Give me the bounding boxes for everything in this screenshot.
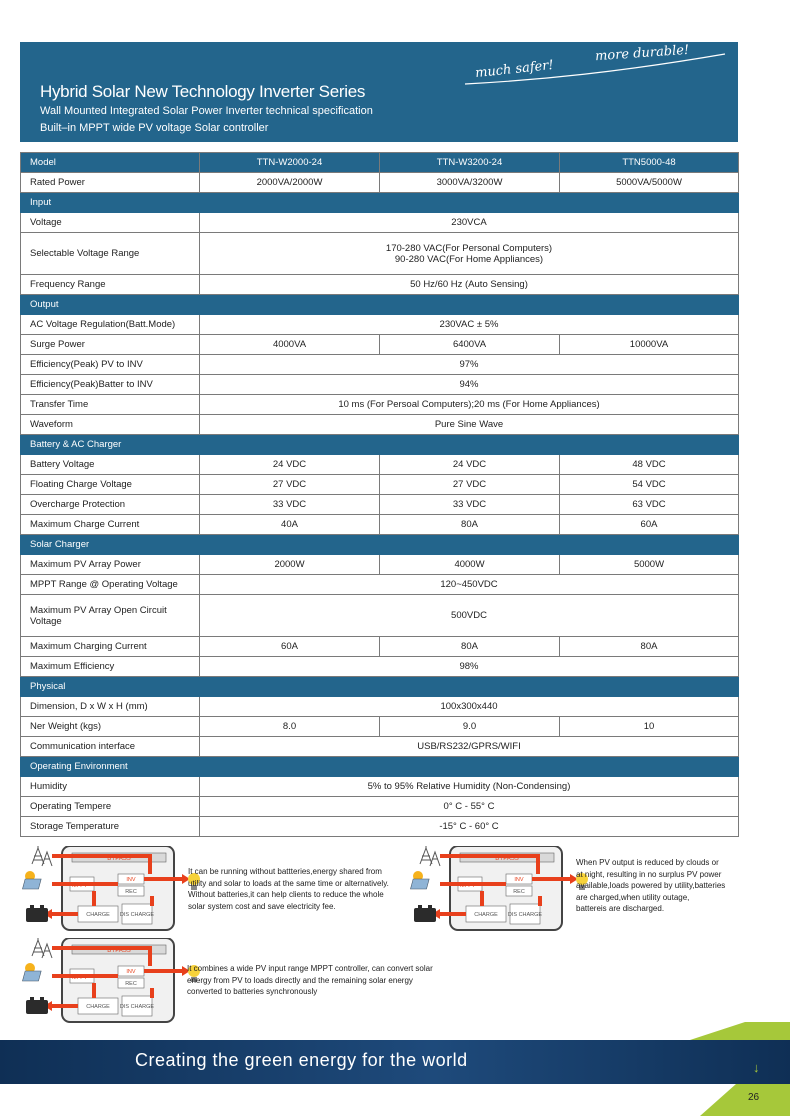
spec-row [21, 717, 739, 737]
spec-row [21, 335, 739, 355]
spec-value-line: 120~450VDC [440, 579, 498, 590]
section-header [21, 757, 739, 777]
spec-value-line: 0° C - 55° C [443, 801, 495, 812]
page-number-tab [700, 1084, 790, 1116]
spec-label: Maximum Efficiency [21, 657, 200, 677]
model-row [21, 153, 739, 173]
spec-value [200, 415, 739, 435]
charge-label: CHARGE [86, 912, 110, 918]
slogan-durable: more durable! [594, 42, 690, 65]
spec-label: Maximum PV Array Open Circuit Voltage [21, 595, 200, 637]
spec-row [21, 637, 739, 657]
section-header [21, 677, 739, 697]
inv-label: INV [514, 877, 524, 883]
spec-row [21, 415, 739, 435]
page-title: Hybrid Solar New Technology Inverter Series [40, 82, 366, 101]
discharge-label: DIS CHARGE [507, 912, 543, 918]
spec-value-line: -15° C - 60° C [439, 821, 499, 832]
mppt-label: MPPT [460, 883, 476, 889]
spec-label: Maximum Charging Current [21, 637, 200, 657]
mppt-label: MPPT [72, 883, 88, 889]
spec-value: 5000W [560, 555, 739, 575]
spec-value [200, 777, 739, 797]
spec-value [200, 213, 739, 233]
section-header [21, 193, 739, 213]
spec-row [21, 455, 739, 475]
rec-label: REC [125, 981, 137, 987]
spec-value-line: 97% [459, 359, 479, 370]
header-banner [20, 42, 738, 142]
spec-value: 60A [200, 637, 380, 657]
spec-label: Efficiency(Peak)Batter to INV [21, 375, 200, 395]
discharge-label: DIS CHARGE [119, 912, 155, 918]
spec-value-line: 100x300x440 [440, 701, 498, 712]
model-name: TTN-W3200-24 [380, 153, 560, 173]
spec-value: 27 VDC [380, 475, 560, 495]
spec-label: Ner Weight (kgs) [21, 717, 200, 737]
charge-label: CHARGE [474, 912, 498, 918]
discharge-label: DIS CHARGE [119, 1004, 155, 1010]
spec-row [21, 355, 739, 375]
spec-label: Dimension, D x W x H (mm) [21, 697, 200, 717]
mode-diagram-2 [410, 846, 590, 936]
section-header [21, 435, 739, 455]
footer-slogan: Creating the green energy for the world [135, 1050, 468, 1070]
spec-label: Transfer Time [21, 395, 200, 415]
spec-value [200, 797, 739, 817]
spec-value: 60A [560, 515, 739, 535]
diagram-1-description: It can be running without battteries,energy shared from utility and solar to loads at the same time or alternatively. Without batteries,it can help clients to reduce the whole solar system cost and save electricity fee. [188, 867, 389, 911]
spec-label: Storage Temperature [21, 817, 200, 837]
spec-value [200, 657, 739, 677]
section-title: Battery & AC Charger [21, 435, 739, 455]
spec-value [200, 737, 739, 757]
spec-value-line: 98% [459, 661, 479, 672]
model-name: TTN5000-48 [560, 153, 739, 173]
bypass-label: BYPASS [107, 948, 131, 954]
spec-value [200, 233, 739, 275]
spec-value [200, 595, 739, 637]
inv-label: INV [126, 969, 136, 975]
model-name: TTN-W2000-24 [200, 153, 380, 173]
model-label: Model [21, 153, 200, 173]
spec-row [21, 315, 739, 335]
spec-value: 2000VA/2000W [200, 173, 380, 193]
mode-diagram-1 [22, 846, 202, 936]
green-corner-decoration [690, 1022, 790, 1040]
spec-row [21, 737, 739, 757]
spec-row [21, 173, 739, 193]
spec-label: Rated Power [21, 173, 200, 193]
spec-row [21, 697, 739, 717]
bypass-label: BYPASS [107, 856, 131, 862]
spec-value: 80A [380, 515, 560, 535]
page-subtitle: Wall Mounted Integrated Solar Power Inverter technical specification [40, 105, 373, 117]
spec-label: Efficiency(Peak) PV to INV [21, 355, 200, 375]
spec-value-line: 10 ms (For Persoal Computers);20 ms (For Home Appliances) [338, 399, 600, 410]
spec-value [200, 275, 739, 295]
spec-value-line: 5% to 95% Relative Humidity (Non-Condensing) [367, 781, 571, 792]
section-header [21, 535, 739, 555]
spec-row [21, 275, 739, 295]
spec-value: 80A [560, 637, 739, 657]
section-title: Input [21, 193, 739, 213]
section-title: Output [21, 295, 739, 315]
spec-value [200, 375, 739, 395]
spec-label: MPPT Range @ Operating Voltage [21, 575, 200, 595]
spec-row [21, 395, 739, 415]
page-subtitle-2: Built–in MPPT wide PV voltage Solar controller [40, 122, 269, 134]
spec-value-line: 500VDC [451, 610, 487, 621]
spec-value [200, 817, 739, 837]
spec-label: Selectable Voltage Range [21, 233, 200, 275]
spec-label: Overcharge Protection [21, 495, 200, 515]
spec-label: Battery Voltage [21, 455, 200, 475]
spec-label: Maximum Charge Current [21, 515, 200, 535]
spec-label: Operating Tempere [21, 797, 200, 817]
spec-value-line: 230VCA [451, 217, 487, 228]
spec-value: 33 VDC [380, 495, 560, 515]
section-title: Operating Environment [21, 757, 739, 777]
spec-label: Maximum PV Array Power [21, 555, 200, 575]
bypass-label: BYPASS [495, 856, 519, 862]
spec-label: Humidity [21, 777, 200, 797]
spec-value: 6400VA [380, 335, 560, 355]
spec-label: Frequency Range [21, 275, 200, 295]
spec-value [200, 395, 739, 415]
section-header [21, 295, 739, 315]
spec-value: 10 [560, 717, 739, 737]
spec-row [21, 213, 739, 233]
spec-value-line: 170-280 VAC(For Personal Computers) [385, 242, 553, 254]
spec-row [21, 797, 739, 817]
spec-value: 2000W [200, 555, 380, 575]
spec-value [200, 355, 739, 375]
inv-label: INV [126, 877, 136, 883]
spec-value-line: USB/RS232/GPRS/WIFI [417, 741, 521, 752]
spec-row [21, 475, 739, 495]
page-number: 26 [748, 1092, 760, 1103]
spec-row [21, 375, 739, 395]
spec-value [200, 697, 739, 717]
spec-value: 40A [200, 515, 380, 535]
spec-row [21, 777, 739, 797]
section-title: Physical [21, 677, 739, 697]
spec-value: 4000VA [200, 335, 380, 355]
spec-label: AC Voltage Regulation(Batt.Mode) [21, 315, 200, 335]
rec-label: REC [125, 889, 137, 895]
mppt-label: MPPT [72, 975, 88, 981]
spec-label: Floating Charge Voltage [21, 475, 200, 495]
spec-row [21, 555, 739, 575]
spec-value: 63 VDC [560, 495, 739, 515]
footer-band [0, 1040, 790, 1084]
diagram-3-description: It combines a wide PV input range MPPT controller, can convert solar energy from PV to loads directly and the remaining solar energy converted to batteries synchronously [187, 964, 433, 996]
spec-row [21, 657, 739, 677]
charge-label: CHARGE [86, 1004, 110, 1010]
spec-value: 9.0 [380, 717, 560, 737]
spec-value-line: 94% [459, 379, 479, 390]
spec-value: 48 VDC [560, 455, 739, 475]
spec-value: 8.0 [200, 717, 380, 737]
spec-value: 24 VDC [380, 455, 560, 475]
spec-row [21, 233, 739, 275]
section-title: Solar Charger [21, 535, 739, 555]
spec-row [21, 575, 739, 595]
spec-value: 4000W [380, 555, 560, 575]
spec-value: 5000VA/5000W [560, 173, 739, 193]
spec-value-line: 230VAC ± 5% [439, 319, 499, 330]
spec-label: Voltage [21, 213, 200, 233]
spec-value: 24 VDC [200, 455, 380, 475]
spec-value: 33 VDC [200, 495, 380, 515]
diagram-2-description: When PV output is reduced by clouds or at night, resulting in no surplus PV power available,loads powered by utility,batteries are charged,when utility outage, battereis are discharged. [576, 858, 726, 913]
spec-value: 27 VDC [200, 475, 380, 495]
spec-value: 54 VDC [560, 475, 739, 495]
spec-value-line: 90-280 VAC(For Home Appliances) [394, 253, 544, 265]
spec-row [21, 595, 739, 637]
spec-value-line: 50 Hz/60 Hz (Auto Sensing) [410, 279, 528, 290]
spec-value: 10000VA [560, 335, 739, 355]
spec-label: Waveform [21, 415, 200, 435]
spec-value: 3000VA/3200W [380, 173, 560, 193]
spec-row [21, 817, 739, 837]
inverter-flow-diagram-3 [22, 938, 202, 1028]
spec-label: Surge Power [21, 335, 200, 355]
spec-value-line: Pure Sine Wave [434, 419, 504, 430]
inverter-flow-diagram-1 [22, 846, 202, 936]
spec-table [20, 152, 739, 837]
spec-row [21, 515, 739, 535]
slogan-safer: much safer! [474, 57, 555, 82]
mode-diagram-3 [22, 938, 202, 1028]
spec-row [21, 495, 739, 515]
spec-value: 80A [380, 637, 560, 657]
spec-value [200, 575, 739, 595]
inverter-flow-diagram-2 [410, 846, 590, 936]
spec-label: Communication interface [21, 737, 200, 757]
spec-value [200, 315, 739, 335]
down-arrow-icon: ↓ [753, 1060, 760, 1075]
rec-label: REC [513, 889, 525, 895]
